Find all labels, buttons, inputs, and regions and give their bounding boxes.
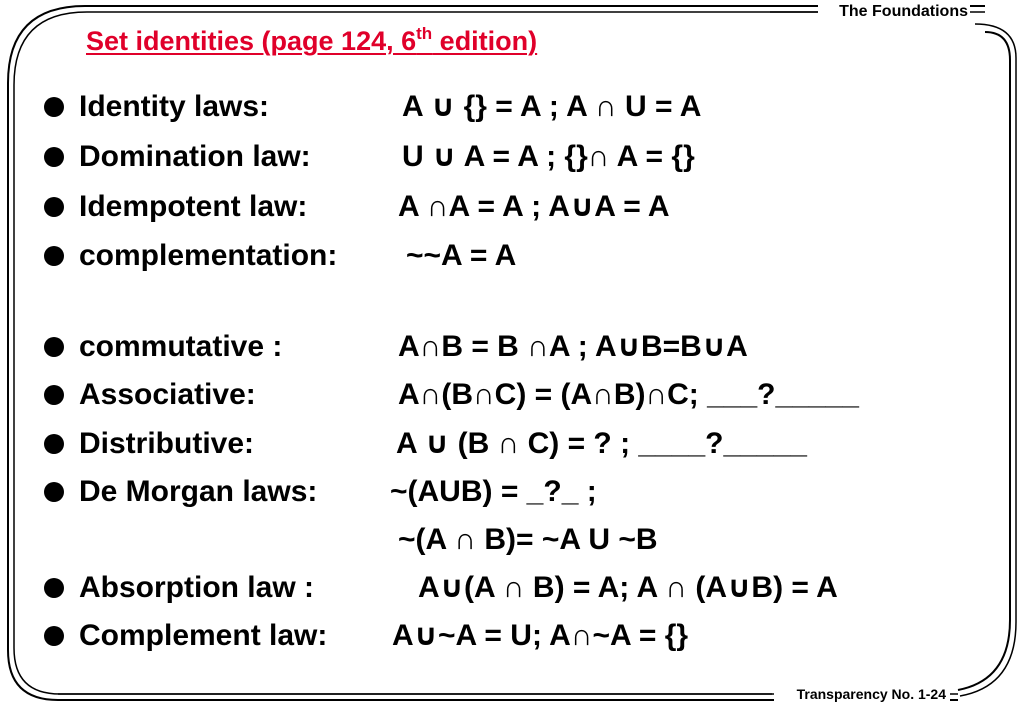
bullet-icon [44, 434, 64, 454]
bullet-icon [44, 385, 64, 405]
bullet-icon [44, 626, 64, 646]
law-term: De Morgan laws: [79, 475, 318, 508]
title-prefix: Set identities (page 124, 6 [86, 26, 417, 56]
bullet-icon [44, 337, 64, 357]
law-formula: A∪(A ∩ B) = A; A ∩ (A∪B) = A [418, 571, 838, 604]
law-term: commutative : [79, 330, 283, 363]
law-term: Identity laws: [79, 90, 270, 123]
law-term: Idempotent law: [79, 190, 308, 223]
bullet-icon [44, 482, 64, 502]
law-formula: ~~A = A [406, 239, 517, 272]
law-term: Complement law: [79, 619, 328, 652]
bullet-icon [44, 197, 64, 217]
bullet-icon [44, 578, 64, 598]
law-term: complementation: [79, 239, 338, 272]
de-morgan-second-formula: ~(A ∩ B)= ~A U ~B [398, 523, 658, 556]
title-superscript: th [416, 24, 433, 43]
law-term: Domination law: [79, 140, 311, 173]
bullet-icon [44, 97, 64, 117]
law-formula: A∪~A = U; A∩~A = {} [392, 619, 689, 652]
law-formula: A∩(B∩C) = (A∩B)∩C; ___?_____ [398, 378, 859, 411]
law-formula: A∩B = B ∩A ; A∪B=B∪A [398, 330, 748, 363]
law-term: Absorption law : [79, 571, 314, 604]
transparency-number: Transparency No. 1-24 [796, 686, 946, 702]
bullet-icon [44, 246, 64, 266]
law-formula: A ∪ (B ∩ C) = ? ; ____?_____ [396, 427, 807, 460]
law-term: Distributive: [79, 427, 255, 460]
bullet-icon [44, 147, 64, 167]
slide-title [86, 26, 537, 57]
header-section-label: The Foundations [839, 3, 968, 20]
law-formula: ~(AUB) = _?_ ; [390, 475, 597, 508]
law-formula: U ∪ A = A ; {}∩ A = {} [402, 140, 695, 173]
law-formula: A ∪ {} = A ; A ∩ U = A [402, 90, 702, 123]
title-suffix: edition) [432, 26, 538, 56]
law-term: Associative: [79, 378, 256, 411]
law-formula: A ∩A = A ; A∪A = A [398, 190, 670, 223]
